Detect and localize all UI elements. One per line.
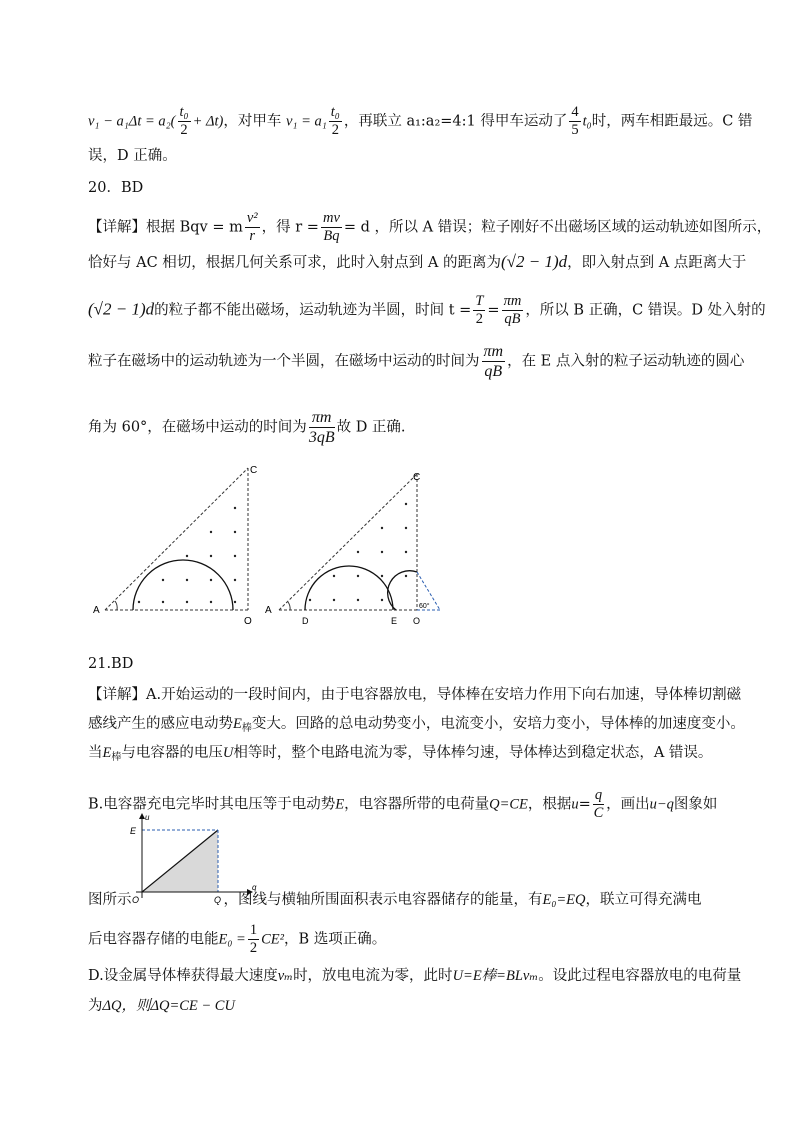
q21-line1: 【详解】A.开始运动的一段时间内，由于电容器放电，导体棒在安培力作用下向右加速，导体棒切割磁 — [88, 687, 742, 703]
figure-magnetic-field-1 — [88, 460, 268, 630]
angle-arc — [115, 601, 117, 610]
eq-a: v₁ − a₁Δt = a₂( — [88, 113, 176, 130]
label-c: C — [413, 472, 421, 483]
hypotenuse-ac — [105, 468, 248, 610]
q20-line4: 粒子在磁场中的运动轨迹为一个半圆，在磁场中运动的时间为 $\frac{\pi m}{qB}$ ，在 E 点入射的粒子运动轨迹的圆心 — [88, 343, 745, 380]
field-dots — [138, 507, 236, 603]
label-o: O — [244, 616, 252, 627]
axis-label-u: u — [145, 813, 150, 822]
q21-line2: 感线产生的感应电动势$E_棒$变大。回路的总电动势变小，电流变小，安培力变小，导体棒的加速度变小。 — [88, 716, 745, 734]
label-d: D — [302, 616, 309, 626]
q21-line7: D.设金属导体棒获得最大速度vₘ时，放电电流为零，此时U=E棒=BLvₘ。设此过程电容器放电的电荷量 — [88, 968, 742, 984]
q20-line3: (√2 − 1)d的粒子都不能出磁场，运动轨迹为半圆，时间 t = $\frac{T}{2}$ = $\frac{\pi m}{qB}$ ，所以 B 正确，C 错误。D 处入射的 — [88, 293, 766, 327]
label-o: O — [413, 616, 421, 626]
label-c: C — [250, 465, 258, 476]
q21-line5: 图所示 ，图线与横轴所围面积表示电容器储存的能量，有E₀=EQ，联立可得充满电 — [88, 892, 702, 908]
eq-b: v₁ = a₁ — [285, 113, 327, 130]
p1-line1: v₁ − a₁Δt = a₂( $\frac{\text{t₀}}{2}$ + Δt)，对甲车 v₁ = a₁ $\frac{\text{t₀}}{2}$ ，再联立 a₁:a₂=4:1 得甲车运动了 $\frac{4}{5}$ t₀时，两车相距最远。C 错 — [88, 104, 753, 138]
origin-label: O — [132, 895, 140, 905]
q21-line3: 当$E_棒$与电容器的电压U相等时，整个电路电流为零，导体棒匀速，导体棒达到稳定状态，A 错误。 — [88, 745, 713, 763]
q21-answer: 21.BD — [88, 656, 134, 672]
p1-line2: 误，D 正确。 — [88, 148, 177, 164]
q21-line4: B.电容器充电完毕时其电压等于电动势E，电容器所带的电荷量Q=CE，根据u= $\frac{q}{C}$ ，画出u−q图象如 — [88, 787, 718, 821]
label-a: A — [265, 605, 272, 616]
tick-label-q: Q — [214, 895, 222, 905]
axis-label-q: q — [252, 883, 257, 892]
angle-label: 60° — [419, 603, 430, 610]
q21-line8: 为ΔQ，则ΔQ=CE − CU — [88, 998, 235, 1014]
q20-line1: 【详解】根据 Bqv = m $\frac{\text{v²}}{r}$ ，得 r = $\frac{mv}{Bq}$ = d ，所以 A 错误；粒子刚好不出磁场区域的运动轨迹如图所示， — [88, 210, 772, 244]
label-e: E — [391, 616, 398, 626]
angle-arc — [288, 602, 290, 610]
q20-line5: 角为 60°，在磁场中运动的时间为 $\frac{\pi m}{3qB}$ 故 D 正确. — [88, 409, 406, 446]
q20-answer: 20．BD — [88, 180, 144, 196]
label-a: A — [93, 605, 100, 616]
q20-line2: 恰好与 AC 相切，根据几何关系可求，此时入射点到 A 的距离为(√2 − 1)d，即入射点到 A 点距离大于 — [88, 252, 747, 271]
figure-magnetic-field-2 — [262, 460, 442, 630]
tick-label-e: E — [130, 826, 137, 836]
q21-line6: 后电容器存储的电能E₀ = $\frac{1}{2}$ CE²，B 选项正确。 — [88, 922, 387, 956]
field-dots — [309, 503, 407, 601]
semicircle-trajectory-d — [305, 566, 393, 610]
frac-a: $\frac{\text{t₀}}{2}$ — [179, 104, 189, 138]
hypotenuse-ac — [279, 474, 417, 610]
